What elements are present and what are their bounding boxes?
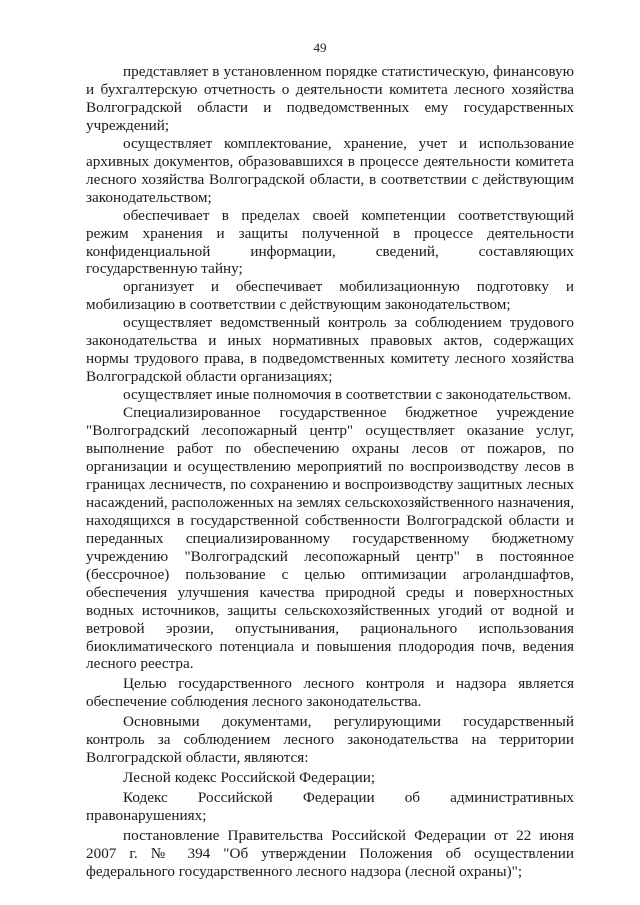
- paragraph-other-powers: осуществляет иные полномочия в соответствии с законодательством.: [123, 386, 572, 404]
- document-body: [86, 63, 574, 881]
- paragraph-archive-documents: осуществляет комплектование, хранение, учет и использование архивных документов, образовавшихся в процессе деятельности комитета лесного хозяйства Волгоградской области, в соответствии с действующим законодательством;: [86, 134, 574, 206]
- paragraph-control-goal: Целью государственного лесного контроля и надзора является обеспечение соблюдения лесного законодательства.: [86, 675, 574, 711]
- paragraph-forest-code: Лесной кодекс Российской Федерации;: [123, 769, 376, 787]
- paragraph-government-decree: постановление Правительства Российской Федерации от 22 июня 2007 г. № 394 "Об утверждении Положения об осуществлении федерального государственного лесного надзора (лесной охраны)";: [86, 827, 574, 880]
- paragraph-fire-center: Специализированное государственное бюджетное учреждение "Волгоградский лесопожарный центр" осуществляет оказание услуг, выполнение работ по обеспечению охраны лесов от пожаров, по организации и осуществлению мероприятий по воспроизводству лесов в границах лесничеств, по сохранению и воспроизводству защитных лесных насаждений, расположенных на землях сельскохозяйственного назначения, находящихся в государственной собственности Волгоградской области и переданных специализированному государственному бюджетному учреждению "Волгоградский лесопожарный центр" в постоянное (бессрочное) пользование с целью оптимизации агроландшафтов, обеспечения улучшения качества природной среды и поверхностных водных источников, защиты сельскохозяйственных угодий от водной и ветровой эрозии, опустынивания, рационального использования биоклиматического потенциала и повышения плодородия почв, ведения лесного реестра.: [86, 404, 575, 673]
- paragraph-main-documents: Основными документами, регулирующими государственный контроль за соблюдением лесного законодательства на территории Волгоградской области, являются:: [86, 713, 574, 767]
- paragraph-mobilization: организует и обеспечивает мобилизационную подготовку и мобилизацию в соответствии с действующим законодательством;: [86, 278, 574, 314]
- paragraph-administrative-code: Кодекс Российской Федерации об административных правонарушениях;: [86, 789, 574, 825]
- paragraph-confidential-information: обеспечивает в пределах своей компетенции соответствующий режим хранения и защиты полученной в процессе деятельности конфиденциальной информации, сведений, составляющих государственную тайну;: [86, 206, 574, 278]
- paragraph-statistical-reporting: представляет в установленном порядке статистическую, финансовую и бухгалтерскую отчетность о деятельности комитета лесного хозяйства Волгоградской области и подведомственных ему государственных учреждений;: [86, 63, 574, 134]
- paragraph-labor-control: осуществляет ведомственный контроль за соблюдением трудового законодательства и иных нормативных правовых актов, содержащих нормы трудового права, в подведомственных комитету лесного хозяйства Волгоградской области организациях;: [86, 314, 574, 386]
- page-number: 49: [313, 40, 327, 55]
